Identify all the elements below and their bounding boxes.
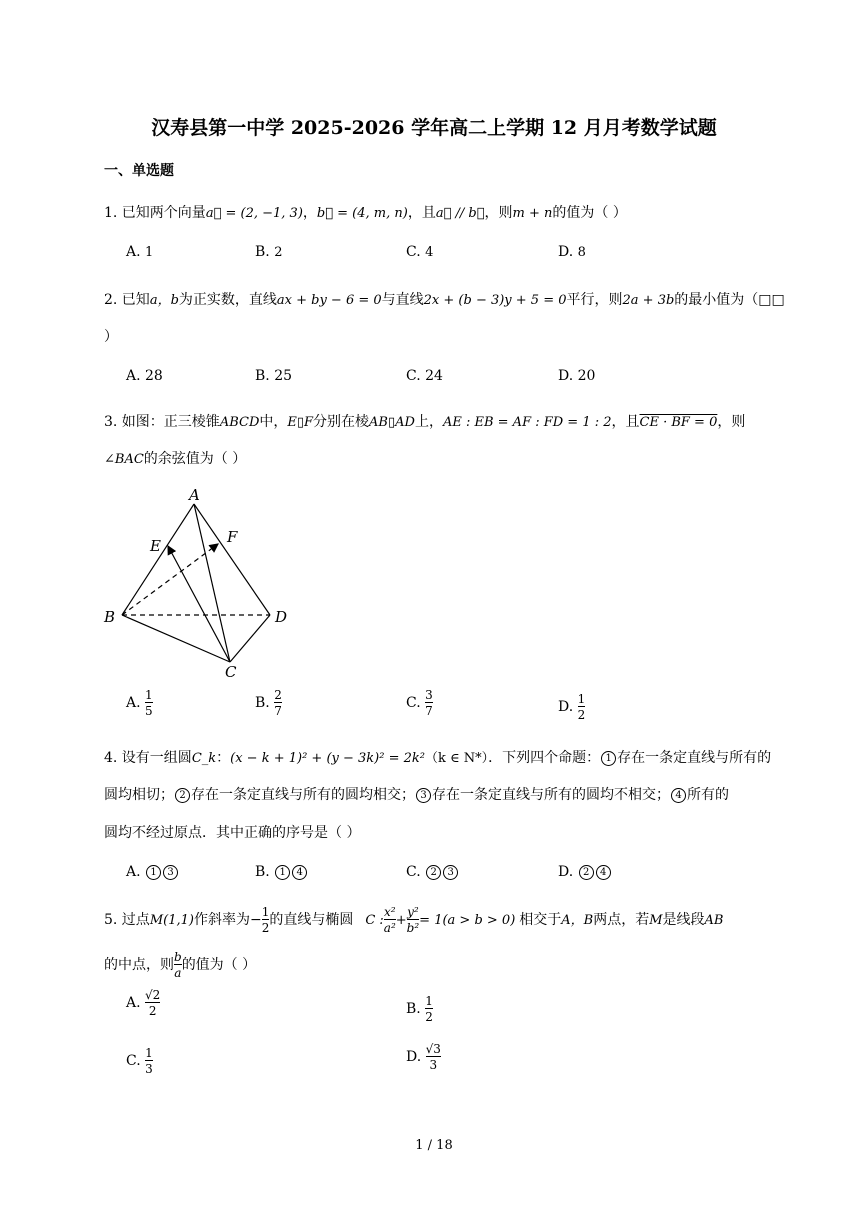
q3-text3: 上， [414, 414, 443, 430]
q2-option-c[interactable]: C. 24 [406, 368, 443, 384]
q4-prop1-end: 圆均相切； [104, 787, 174, 803]
question-4 [104, 748, 771, 769]
q5-ratio: $\frac{b}{a}$ [174, 950, 182, 980]
q2-line2: 2x + (b − 3)y + 5 = 0 [423, 293, 567, 308]
q2-text3: 平行，则 [566, 292, 623, 308]
circled-4: 4 [671, 788, 686, 803]
q3-option-d[interactable]: D. $\frac{1}{2}$ [558, 692, 586, 722]
q1-end: 的值为（ ） [552, 205, 627, 221]
q5-m: M [649, 913, 663, 928]
q3-text5: ，则 [717, 414, 746, 430]
q2-option-b[interactable]: B. 25 [255, 368, 293, 384]
q3-pyramid: ABCD [219, 415, 260, 430]
q3-line2 [104, 449, 246, 470]
vector-bf [122, 544, 218, 615]
q1-sep2: ，且 [407, 205, 436, 221]
q4-colon: ： [216, 750, 231, 766]
q2-text4: 的最小值为（□□ [674, 292, 785, 308]
q5-number: 5. 过点 [104, 912, 150, 928]
label-e: E [150, 537, 161, 555]
q4-option-a[interactable]: A. 1 3 [126, 864, 179, 880]
q1-option-b[interactable]: B. 2 [255, 244, 283, 260]
circled-1: 1 [601, 751, 616, 766]
section-heading: 一、单选题 [104, 163, 174, 179]
q2-line1: ax + by − 6 = 0 [276, 293, 382, 308]
q4-equation: (x − k + 1)² + (y − 3k)² = 2k² [230, 751, 425, 766]
label-f: F [227, 528, 238, 546]
q3-text2: 分别在棱 [313, 414, 370, 430]
q3-number: 3. 如图：正三棱锥 [104, 414, 220, 430]
q4-ck: C_k [191, 751, 217, 766]
label-c: C [225, 663, 237, 681]
q3-ratio: AE : EB = AF : FD = 1 : 2 [442, 415, 612, 430]
q3-text6: 的余弦值为（ ） [143, 451, 247, 467]
q2-ab: a，b [149, 293, 179, 308]
q1-expr: m + n [512, 206, 553, 221]
q5-text1: 作斜率为 [193, 912, 250, 928]
q3-option-c[interactable]: C. $\frac{3}{7}$ [406, 688, 433, 718]
label-d: D [275, 608, 288, 626]
q5-option-b[interactable]: B. $\frac{1}{2}$ [406, 994, 433, 1024]
q5-text5: 是线段 [662, 912, 705, 928]
q3-text4: ，且 [611, 414, 640, 430]
q3-option-a[interactable]: A. $\frac{1}{5}$ [126, 688, 153, 718]
question-3 [104, 412, 745, 433]
q2-option-a[interactable]: A. 28 [126, 368, 163, 384]
edge-dc [230, 615, 270, 662]
question-5 [104, 900, 724, 941]
q3-dot-product: CE · BF = 0 [639, 415, 718, 430]
label-b: B [104, 608, 116, 626]
q2-text2: 与直线 [381, 292, 424, 308]
question-1 [104, 203, 627, 224]
vector-ce [168, 546, 230, 662]
q3-angle: ∠BAC [104, 452, 144, 467]
q5-y-term: $\frac{\text{y²}}{\text{b²}}$ [406, 905, 420, 935]
edge-ad [194, 504, 270, 615]
q2-close-paren: ） [104, 329, 118, 345]
edge-bc [122, 615, 230, 662]
q5-line2-text: 的中点，则 [104, 957, 174, 973]
q3-edges: AB▯AD [369, 415, 415, 430]
q4-option-d[interactable]: D. 2 4 [558, 864, 612, 880]
q4-prop1: 存在一条定直线与所有的 [617, 750, 772, 766]
q4-option-c[interactable]: C. 2 3 [406, 864, 459, 880]
q5-segment: AB [704, 913, 724, 928]
circled-3: 3 [416, 788, 431, 803]
q5-option-a[interactable]: A. $\frac{√2}{2}$ [126, 988, 161, 1018]
edge-ab [122, 504, 194, 615]
q4-prop3: 存在一条定直线与所有的圆均不相交； [432, 787, 670, 803]
q4-line3: 圆均不经过原点．其中正确的序号是（ ） [104, 825, 361, 841]
q1-vector-b: b⃗ = (4, m, n) [316, 206, 408, 221]
q1-option-d[interactable]: D. 8 [558, 244, 586, 260]
q1-option-c[interactable]: C. 4 [406, 244, 434, 260]
label-a: A [189, 486, 200, 504]
q1-sep1: ， [302, 205, 317, 221]
q4-condition: （k ∈ N*） [424, 751, 489, 766]
q2-option-d[interactable]: D. 20 [558, 368, 596, 384]
q5-text4: 两点，若 [593, 912, 650, 928]
q1-number: 1. 已知两个向量 [104, 205, 206, 221]
q5-ellipse-rest: = 1(a > b > 0) [419, 913, 516, 928]
q5-line2-end: 的值为（ ） [181, 957, 257, 973]
q3-option-b[interactable]: B. $\frac{2}{7}$ [255, 688, 282, 718]
q4-line2 [104, 785, 729, 805]
q1-vector-a: a⃗ = (2, −1, 3) [205, 206, 303, 221]
q4-number: 4. 设有一组圆 [104, 750, 192, 766]
q5-point: M(1,1) [149, 913, 194, 928]
q1-option-a[interactable]: A. 1 [126, 244, 154, 260]
q2-number: 2. 已知 [104, 292, 150, 308]
q3-ef: E▯F [287, 415, 314, 430]
q1-parallel: a⃗ // b⃗ [435, 206, 485, 221]
q5-ab: A，B [561, 913, 594, 928]
q5-line2 [104, 945, 256, 985]
q5-text3: 相交于 [519, 912, 562, 928]
q4-text1: ．下列四个命题： [488, 750, 601, 766]
q5-slope-sign: − [249, 912, 262, 928]
q5-option-d[interactable]: D. $\frac{√3}{3}$ [406, 1042, 441, 1072]
q4-prop2: 存在一条定直线与所有的圆均相交； [191, 787, 415, 803]
q5-slope: $\frac{1}{2}$ [261, 905, 270, 935]
q5-option-c[interactable]: C. $\frac{1}{3}$ [126, 1046, 153, 1076]
q4-option-b[interactable]: B. 1 4 [255, 864, 308, 880]
question-2 [104, 290, 785, 311]
q5-text2: 的直线与椭圆 [269, 912, 354, 928]
tetrahedron-figure [100, 482, 300, 682]
q5-plus: + [395, 913, 407, 928]
page-number: 1 / 18 [415, 1138, 453, 1153]
q4-prop4: 所有的 [687, 787, 729, 803]
circled-2: 2 [175, 788, 190, 803]
edge-ac [194, 504, 230, 662]
page-title: 汉寿县第一中学 2025-2026 学年高二上学期 12 月月考数学试题 [151, 117, 717, 139]
q1-mid: ，则 [484, 205, 513, 221]
q5-ellipse-name: C : [365, 913, 384, 928]
q2-text1: 为正实数，直线 [178, 292, 277, 308]
q2-expr: 2a + 3b [622, 293, 675, 308]
q5-x-term: $\frac{\text{x²}}{\text{a²}}$ [383, 905, 396, 935]
q3-text1: 中， [259, 414, 288, 430]
